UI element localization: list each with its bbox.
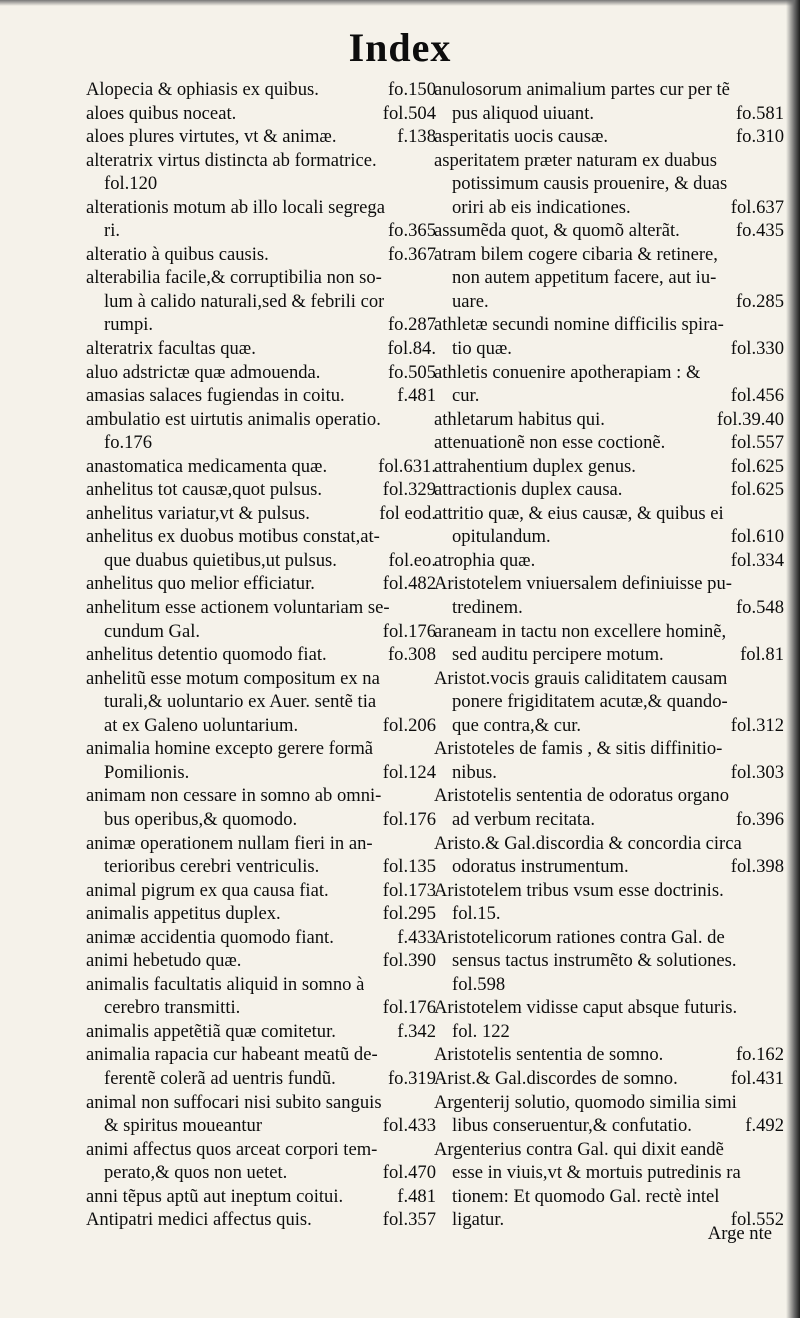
index-entry-text: tionem: Et quomodo Gal. rectè intel bbox=[452, 1185, 720, 1207]
index-entry-folio: fol.330 bbox=[730, 338, 784, 360]
index-entry-line bbox=[86, 266, 436, 290]
index-entry-text: fol.15. bbox=[452, 903, 501, 925]
index-entry-folio: fol.625 bbox=[730, 455, 784, 477]
index-entry-line bbox=[434, 926, 784, 950]
index-entry-text: anastomatica medicamenta quæ. bbox=[86, 455, 328, 477]
index-entry-line bbox=[86, 1020, 436, 1044]
index-entry-line bbox=[434, 902, 784, 926]
index-entry-line bbox=[86, 808, 436, 832]
index-entry-text: ri. bbox=[104, 220, 121, 242]
index-entry-folio: fo.308 bbox=[387, 644, 436, 666]
index-entry-text: animalia homine excepto gerere formã bbox=[86, 738, 374, 760]
index-entry-text: alteratrix facultas quæ. bbox=[86, 338, 256, 360]
index-entry-folio: fol.557 bbox=[730, 432, 784, 454]
index-entry-line bbox=[434, 643, 784, 667]
index-entry-folio: f.492 bbox=[745, 1115, 784, 1137]
index-entry-text: assumẽda quot, & quomõ alterãt. bbox=[434, 220, 680, 242]
index-entry-text: sensus tactus instrumẽto & solutiones. bbox=[452, 950, 737, 972]
index-entry-line bbox=[434, 808, 784, 832]
index-entry-text: alterationis motum ab illo locali segrega bbox=[86, 196, 385, 218]
index-entry-folio: fol.312 bbox=[730, 714, 784, 736]
index-entry-folio: fol.84. bbox=[387, 338, 436, 360]
index-entry-line bbox=[86, 313, 436, 337]
index-entry-text: aloes plures virtutes, vt & animæ. bbox=[86, 126, 337, 148]
index-entry-line bbox=[86, 737, 436, 761]
index-entry-line bbox=[86, 149, 436, 173]
index-entry-line bbox=[86, 643, 436, 667]
index-entry-line bbox=[86, 455, 436, 479]
index-entry-line bbox=[86, 973, 436, 997]
index-entry-text: que duabus quietibus,ut pulsus. bbox=[104, 549, 337, 571]
index-entry-folio: f.138 bbox=[397, 126, 436, 148]
index-entry-text: animi affectus quos arceat corpori tem- bbox=[86, 1138, 378, 1160]
index-entry-text: Aristotelicorum rationes contra Gal. de bbox=[434, 926, 725, 948]
index-entry-line bbox=[434, 219, 784, 243]
index-entry-text: animalis facultatis aliquid in somno à bbox=[86, 973, 365, 995]
index-entry-text: turali,& uoluntario ex Auer. sentẽ tia bbox=[104, 691, 377, 713]
index-entry-line bbox=[86, 667, 436, 691]
index-entry-folio: fo.396 bbox=[735, 808, 784, 830]
index-entry-folio: fol.433 bbox=[382, 1115, 436, 1137]
index-entry-line bbox=[434, 172, 784, 196]
index-entry-folio: fo.548 bbox=[735, 597, 784, 619]
index-entry-text: oriri ab eis indicationes. bbox=[452, 196, 631, 218]
index-entry-text: Arist.& Gal.discordes de somno. bbox=[434, 1067, 678, 1089]
index-entry-line bbox=[434, 125, 784, 149]
index-entry-text: tredinem. bbox=[452, 597, 523, 619]
index-entry-text: terioribus cerebri ventriculis. bbox=[104, 856, 320, 878]
index-entry-line bbox=[434, 1020, 784, 1044]
index-entry-line bbox=[434, 714, 784, 738]
index-entry-text: fol.598 bbox=[452, 973, 506, 995]
index-entry-line bbox=[86, 361, 436, 385]
index-entry-text: ligatur. bbox=[452, 1209, 505, 1231]
index-entry-line bbox=[86, 620, 436, 644]
index-entry-text: anhelitũ esse motum compositum ex na bbox=[86, 667, 380, 689]
index-entry-line bbox=[86, 926, 436, 950]
catchword: Arge nte bbox=[707, 1223, 772, 1244]
index-entry-text: cur. bbox=[452, 385, 480, 407]
index-entry-line bbox=[86, 384, 436, 408]
index-entry-line bbox=[86, 408, 436, 432]
index-entry-folio: fol.295 bbox=[382, 903, 436, 925]
index-entry-line bbox=[434, 855, 784, 879]
index-entry-line bbox=[86, 1067, 436, 1091]
index-column-right bbox=[434, 78, 784, 1232]
index-entry-text: pus aliquod uiuant. bbox=[452, 102, 595, 124]
index-entry-line bbox=[86, 196, 436, 220]
index-entry-folio: fo.287 bbox=[387, 314, 436, 336]
index-entry-line bbox=[434, 620, 784, 644]
index-entry-line bbox=[434, 572, 784, 596]
index-entry-folio: fol.631. bbox=[378, 455, 436, 477]
index-entry-line bbox=[434, 737, 784, 761]
index-entry-line bbox=[86, 502, 436, 526]
index-entry-text: ad verbum recitata. bbox=[452, 808, 595, 830]
index-entry-line bbox=[86, 1114, 436, 1138]
index-entry-line bbox=[86, 855, 436, 879]
index-entry-folio: fo.150 bbox=[387, 79, 436, 100]
index-entry-folio: fo.310 bbox=[735, 126, 784, 148]
index-entry-line bbox=[434, 455, 784, 479]
index-entry-folio: fol.610 bbox=[730, 526, 784, 548]
index-entry-line bbox=[86, 431, 436, 455]
index-entry-folio: fol.eo. bbox=[388, 549, 436, 571]
index-entry-line bbox=[434, 243, 784, 267]
index-entry-text: attenuationẽ non esse coctionẽ. bbox=[434, 432, 666, 454]
index-entry-line bbox=[86, 949, 436, 973]
index-entry-line bbox=[86, 690, 436, 714]
index-entry-text: animæ accidentia quomodo fiant. bbox=[86, 926, 334, 948]
index-entry-line bbox=[86, 78, 436, 102]
index-entry-line bbox=[434, 1161, 784, 1185]
index-entry-line bbox=[86, 996, 436, 1020]
index-entry-folio: fo.505 bbox=[387, 361, 436, 383]
index-entry-text: Antipatri medici affectus quis. bbox=[86, 1209, 312, 1231]
index-entry-text: atram bilem cogere cibaria & retinere, bbox=[434, 243, 718, 265]
index-entry-line bbox=[434, 431, 784, 455]
index-entry-text: esse in viuis,vt & mortuis putredinis ra bbox=[452, 1162, 741, 1184]
index-entry-folio: fo.319 bbox=[387, 1067, 436, 1089]
index-entry-line bbox=[86, 1043, 436, 1067]
index-entry-line bbox=[86, 337, 436, 361]
index-entry-line bbox=[434, 384, 784, 408]
index-entry-text: potissimum causis prouenire, & duas bbox=[452, 173, 728, 195]
index-entry-text: ponere frigiditatem acutæ,& quando- bbox=[452, 691, 728, 713]
index-entry-line bbox=[86, 172, 436, 196]
index-entry-text: attritio quæ, & eius causæ, & quibus ei bbox=[434, 502, 724, 524]
index-entry-folio: f.481 bbox=[397, 1185, 436, 1207]
index-column-left bbox=[86, 78, 436, 1232]
index-entry-text: Aristotelis sententia de odoratus organo bbox=[434, 785, 730, 807]
index-entry-text: nibus. bbox=[452, 761, 497, 783]
index-entry-folio: fol.303 bbox=[730, 761, 784, 783]
index-entry-line bbox=[434, 337, 784, 361]
index-entry-line bbox=[434, 596, 784, 620]
index-entry-text: araneam in tactu non excellere hominẽ, bbox=[434, 620, 727, 642]
index-entry-text: asperitatem præter naturam ex duabus bbox=[434, 149, 717, 171]
index-entry-text: animæ operationem nullam fieri in an- bbox=[86, 832, 373, 854]
index-entry-line bbox=[434, 196, 784, 220]
index-entry-folio: fo.365 bbox=[387, 220, 436, 242]
index-entry-text: animalis appetẽtiã quæ comitetur. bbox=[86, 1020, 336, 1042]
index-entry-folio: fol.390 bbox=[382, 950, 436, 972]
index-entry-text: anhelitus quo melior efficiatur. bbox=[86, 573, 315, 595]
index-entry-line bbox=[434, 1185, 784, 1209]
index-entry-folio: fol.504 bbox=[382, 102, 436, 124]
index-entry-line bbox=[86, 1161, 436, 1185]
index-entry-text: que contra,& cur. bbox=[452, 714, 582, 736]
index-entry-text: Pomilionis. bbox=[104, 761, 190, 783]
index-entry-folio: fol.470 bbox=[382, 1162, 436, 1184]
index-entry-folio: fo.435 bbox=[735, 220, 784, 242]
index-entry-line bbox=[434, 502, 784, 526]
index-entry-text: attractionis duplex causa. bbox=[434, 479, 623, 501]
index-entry-text: ambulatio est uirtutis animalis operatio. bbox=[86, 408, 381, 430]
index-entry-text: Alopecia & ophiasis ex quibus. bbox=[86, 79, 319, 100]
index-entry-folio: fol.135 bbox=[382, 856, 436, 878]
index-entry-text: Aristotelis sententia de somno. bbox=[434, 1044, 664, 1066]
index-entry-text: Aristotelem vidisse caput absque futuris. bbox=[434, 997, 738, 1019]
index-entry-text: sed auditu percipere motum. bbox=[452, 644, 664, 666]
index-entry-line bbox=[434, 361, 784, 385]
index-entry-text: rumpi. bbox=[104, 314, 154, 336]
index-entry-line bbox=[434, 102, 784, 126]
index-entry-text: animalis appetitus duplex. bbox=[86, 903, 281, 925]
index-entry-line bbox=[86, 902, 436, 926]
index-entry-text: amasias salaces fugiendas in coitu. bbox=[86, 385, 345, 407]
index-entry-text: Argenterius contra Gal. qui dixit eandẽ bbox=[434, 1138, 724, 1160]
index-entry-folio: fol.176 bbox=[382, 808, 436, 830]
index-entry-folio: fol.456 bbox=[730, 385, 784, 407]
index-entry-line bbox=[434, 1114, 784, 1138]
index-entry-line bbox=[434, 1067, 784, 1091]
index-entry-folio: f.342 bbox=[397, 1020, 436, 1042]
index-entry-line bbox=[434, 761, 784, 785]
index-entry-text: non autem appetitum facere, aut iu- bbox=[452, 267, 717, 289]
index-entry-text: libus conseruentur,& confutatio. bbox=[452, 1115, 692, 1137]
index-entry-text: Aristot.vocis grauis caliditatem causam bbox=[434, 667, 728, 689]
index-entry-text: anhelitum esse actionem voluntariam se- bbox=[86, 597, 390, 619]
index-entry-text: animal pigrum ex qua causa fiat. bbox=[86, 879, 329, 901]
index-entry-text: alteratio à quibus causis. bbox=[86, 243, 269, 265]
index-entry-line bbox=[434, 78, 784, 102]
index-entry-line bbox=[86, 549, 436, 573]
index-entry-line bbox=[86, 784, 436, 808]
index-entry-folio: fol.81 bbox=[740, 644, 784, 666]
index-entry-line bbox=[86, 596, 436, 620]
index-entry-folio: fo.581 bbox=[735, 102, 784, 124]
index-entry-line bbox=[434, 949, 784, 973]
index-entry-line bbox=[434, 478, 784, 502]
index-entry-line bbox=[434, 549, 784, 573]
index-entry-text: athletæ secundi nomine difficilis spira- bbox=[434, 314, 724, 336]
index-entry-folio: fo.285 bbox=[735, 290, 784, 312]
index-entry-line bbox=[434, 408, 784, 432]
index-entry-folio: fol.431 bbox=[730, 1067, 784, 1089]
index-entry-text: Aristotelem vniuersalem definiuisse pu- bbox=[434, 573, 732, 595]
index-entry-line bbox=[434, 1043, 784, 1067]
index-entry-line bbox=[86, 879, 436, 903]
index-entry-line bbox=[434, 996, 784, 1020]
index-entry-text: athletarum habitus qui. bbox=[434, 408, 605, 430]
index-entry-text: lum à calido naturali,sed & febrili cor bbox=[104, 290, 385, 312]
index-entry-folio: fol.552 bbox=[730, 1209, 784, 1231]
index-entry-folio: fol.176 bbox=[382, 997, 436, 1019]
index-entry-folio: fol.334 bbox=[730, 549, 784, 571]
index-entry-text: animal non suffocari nisi subito sanguis bbox=[86, 1091, 382, 1113]
index-entry-line bbox=[86, 1208, 436, 1232]
index-entry-text: Aristotelem tribus vsum esse doctrinis. bbox=[434, 879, 724, 901]
index-entry-folio: fo.162 bbox=[735, 1044, 784, 1066]
index-entry-text: odoratus instrumentum. bbox=[452, 856, 629, 878]
index-entry-text: opitulandum. bbox=[452, 526, 551, 548]
index-entry-line bbox=[434, 973, 784, 997]
index-entry-line bbox=[434, 879, 784, 903]
index-entry-folio: fol.357 bbox=[382, 1209, 436, 1231]
index-entry-text: animi hebetudo quæ. bbox=[86, 950, 242, 972]
index-entry-line bbox=[86, 478, 436, 502]
index-entry-line bbox=[434, 667, 784, 691]
index-entry-line bbox=[434, 149, 784, 173]
index-entry-folio: fol.482 bbox=[382, 573, 436, 595]
index-entry-folio: fo.367 bbox=[387, 243, 436, 265]
index-entry-text: athletis conuenire apotherapiam : & bbox=[434, 361, 701, 383]
page-edge-top bbox=[0, 0, 800, 6]
index-entry-text: aloes quibus noceat. bbox=[86, 102, 237, 124]
index-entry-text: anhelitus ex duobus motibus constat,at- bbox=[86, 526, 380, 548]
index-entry-text: cerebro transmitti. bbox=[104, 997, 241, 1019]
index-entry-line bbox=[434, 832, 784, 856]
index-entry-folio: fol.398 bbox=[730, 856, 784, 878]
index-entry-line bbox=[86, 102, 436, 126]
index-entry-folio: fol.124 bbox=[382, 761, 436, 783]
index-entry-text: Aristoteles de famis , & sitis diffinitio- bbox=[434, 738, 723, 760]
index-entry-line bbox=[434, 313, 784, 337]
index-entry-line bbox=[434, 1138, 784, 1162]
index-entry-folio: fol.176 bbox=[382, 620, 436, 642]
page-title: Index bbox=[348, 25, 452, 70]
index-entry-line bbox=[434, 690, 784, 714]
index-entry-folio: fol.625 bbox=[730, 479, 784, 501]
index-entry-line bbox=[86, 832, 436, 856]
index-entry-text: at ex Galeno uoluntarium. bbox=[104, 714, 299, 736]
index-entry-line bbox=[86, 290, 436, 314]
index-entry-line bbox=[434, 784, 784, 808]
index-entry-text: animam non cessare in somno ab omni- bbox=[86, 785, 382, 807]
index-entry-line bbox=[86, 1138, 436, 1162]
index-entry-text: asperitatis uocis causæ. bbox=[434, 126, 609, 148]
index-entry-line bbox=[86, 761, 436, 785]
index-entry-folio: fol.637 bbox=[730, 196, 784, 218]
index-entry-text: cundum Gal. bbox=[104, 620, 201, 642]
index-entry-line bbox=[86, 1091, 436, 1115]
index-entry-text: animalia rapacia cur habeant meatũ de- bbox=[86, 1044, 378, 1066]
index-entry-line bbox=[86, 1185, 436, 1209]
index-entry-text: perato,& quos non uetet. bbox=[104, 1162, 288, 1184]
index-entry-line bbox=[86, 243, 436, 267]
index-entry-text: Aristo.& Gal.discordia & concordia circa bbox=[434, 832, 742, 854]
index-entry-text: uare. bbox=[452, 290, 489, 312]
index-entry-line bbox=[434, 1091, 784, 1115]
index-entry-line bbox=[86, 525, 436, 549]
index-entry-folio: fol.329 bbox=[382, 479, 436, 501]
index-entry-line bbox=[434, 525, 784, 549]
index-entry-text: alteratrix virtus distincta ab formatrice. bbox=[86, 149, 377, 171]
index-entry-line bbox=[86, 219, 436, 243]
index-entry-line bbox=[86, 714, 436, 738]
index-entry-text: anulosorum animalium partes cur per tẽ bbox=[434, 79, 730, 100]
index-entry-text: ferentẽ colerã ad uentris fundũ. bbox=[104, 1067, 336, 1089]
index-entry-line bbox=[86, 125, 436, 149]
index-entry-text: Argenterij solutio, quomodo similia simi bbox=[434, 1091, 737, 1113]
index-entry-text: tio quæ. bbox=[452, 338, 512, 360]
index-entry-text: anhelitus tot causæ,quot pulsus. bbox=[86, 479, 323, 501]
index-entry-text: fol. 122 bbox=[452, 1020, 510, 1042]
index-entry-line bbox=[86, 572, 436, 596]
page-edge-right bbox=[786, 0, 800, 1318]
index-entry-folio: fol eod. bbox=[379, 502, 436, 524]
index-entry-text: bus operibus,& quomodo. bbox=[104, 808, 298, 830]
index-entry-text: atrophia quæ. bbox=[434, 549, 536, 571]
index-entry-folio: fol.206 bbox=[382, 714, 436, 736]
index-entry-folio: fol.39.40 bbox=[716, 408, 784, 430]
index-entry-text: fo.176 bbox=[104, 432, 153, 454]
index-entry-text: fol.120 bbox=[104, 173, 158, 195]
index-entry-folio: fol.173 bbox=[382, 879, 436, 901]
index-entry-folio: f.433 bbox=[397, 926, 436, 948]
index-entry-line bbox=[434, 290, 784, 314]
index-entry-text: attrahentium duplex genus. bbox=[434, 455, 636, 477]
index-entry-text: anni tẽpus aptũ aut ineptum coitui. bbox=[86, 1185, 344, 1207]
index-entry-text: anhelitus detentio quomodo fiat. bbox=[86, 644, 327, 666]
index-entry-text: alterabilia facile,& corruptibilia non so- bbox=[86, 267, 382, 289]
index-entry-text: & spiritus moueantur bbox=[104, 1115, 263, 1137]
index-entry-line bbox=[434, 266, 784, 290]
index-entry-text: anhelitus variatur,vt & pulsus. bbox=[86, 502, 310, 524]
index-entry-text: aluo adstrictæ quæ admouenda. bbox=[86, 361, 321, 383]
index-entry-folio: f.481 bbox=[397, 385, 436, 407]
